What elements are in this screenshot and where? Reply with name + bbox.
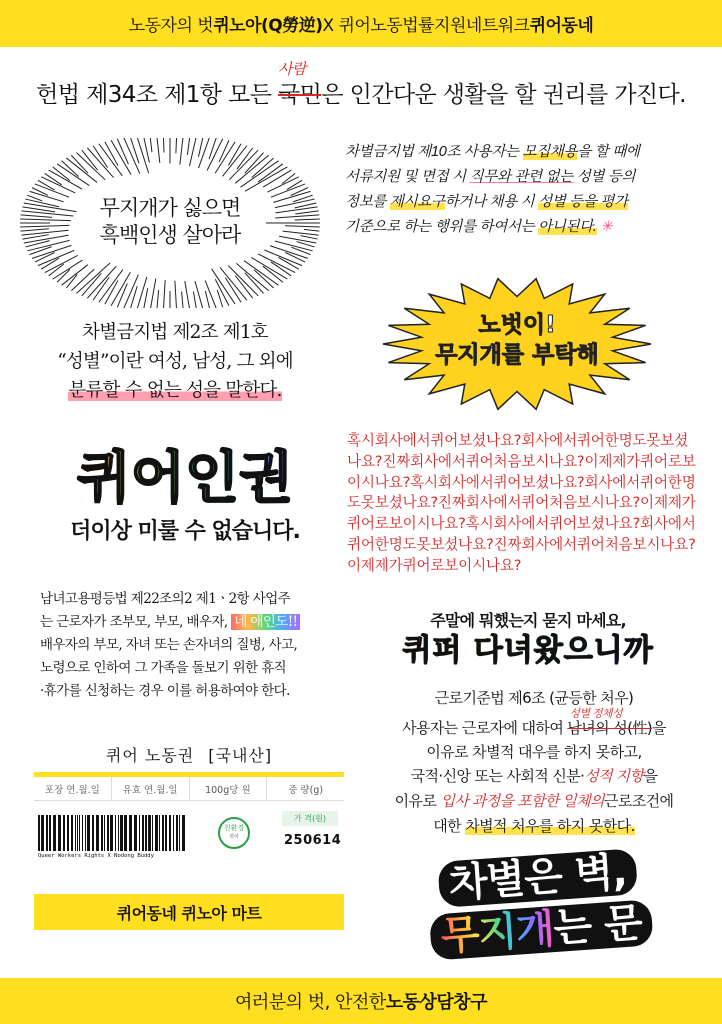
ee-line5: ·휴가를 신청하는 경우 이를 허용하여야 한다.: [40, 683, 290, 699]
ls-l3-red: 성적 지향: [584, 768, 644, 785]
burst-line1: 무지개가 싫으면: [99, 196, 241, 220]
ls-title: 근로기준법 제6조 (균등한 처우): [434, 689, 634, 707]
ls-l1b: 을: [652, 719, 666, 737]
eco-mark-label: 친환경: [223, 824, 245, 832]
constitution-statement: [0, 61, 722, 109]
def-line2: “성별”이란 여성, 남성, 그 외에: [57, 351, 293, 372]
weekend-line1: 주말에 뭐했는지 묻지 마세요,: [430, 611, 626, 630]
barcode-text: Queer Workers Rights X Nodong Buddy: [38, 853, 154, 859]
org-queer-dongne: 퀴어동네: [529, 16, 594, 36]
ls-l3b: 을: [643, 767, 658, 785]
label-product: 퀴어 노동권: [105, 745, 195, 765]
label-cell-pack-date: 포장 연.월.일: [34, 777, 112, 800]
label-cell-weight: 중 량(g): [288, 784, 324, 796]
ee-line2a: 는 근로자가 조부모, 부모, 배우자,: [40, 614, 232, 630]
burst-line2: 흑백인생 살아라: [99, 223, 241, 247]
ls-l4b: 근로조건에: [603, 792, 674, 810]
slogan-line2-rest: 는 문: [552, 899, 644, 953]
ls-l1a: 사용자는 근로자에 대하여: [402, 719, 568, 737]
label-grid: [34, 777, 344, 801]
burst-right-line1: 노벗이!: [478, 312, 556, 338]
top-banner: [0, 0, 722, 47]
art-l2c: 성별 등의: [572, 169, 636, 185]
burst-left-text: [70, 195, 270, 249]
label-cell-unit-price: 100g당 원: [190, 777, 268, 800]
def-line1: 차별금지법 제2조 제1호: [82, 322, 268, 343]
constitution-after: 은 인간다운 생활을 할 권리를 가진다.: [321, 82, 686, 108]
barcode-icon: [38, 815, 188, 851]
art-l2b: 직무와 관련 없는: [469, 169, 573, 185]
art-l1-hl: 모집채용: [522, 144, 578, 160]
bottom-prefix: 여러분의 벗, 안전한: [234, 992, 386, 1013]
struck-gukmin: 국민: [278, 82, 322, 108]
label-cell-expiry: 유효 연.월.일: [112, 777, 190, 800]
queer-rights-block: [40, 448, 330, 545]
art-l3-hl: 제시요구: [389, 194, 445, 210]
labor-standards-article: [364, 686, 704, 838]
ls-l4a: 이유로: [394, 792, 441, 810]
product-code: 250614: [284, 833, 342, 848]
ls-l4-red: 입사 과정을 포함한 일체의: [440, 793, 604, 810]
slogan-line1-text: 차별은 벽,: [437, 848, 637, 908]
lover-tag: 네 애인도!!: [231, 614, 300, 630]
burst-right-line2: 를 부탁해: [501, 342, 599, 368]
def-line3: 분류할 수 없는 성을 말한다.: [68, 380, 282, 401]
ls-l5-hl: 차별적 처우를 하지 못한다.: [465, 817, 635, 835]
org-quinoa: 퀴노아(Q勞逆): [213, 16, 323, 36]
definition-block: [30, 318, 320, 405]
handwritten-saram: 사람: [278, 61, 306, 78]
art-l4a: 기준으로 하는 행위를 하여서는: [345, 219, 539, 235]
eco-mark-icon: [218, 817, 250, 849]
antidiscrim-article: [345, 140, 705, 240]
bottom-banner: [0, 978, 722, 1024]
ls-l3a: 국적·신앙 또는 사회적 신분·: [410, 767, 585, 785]
queer-rights-subtitle: 더이상 미룰 수 없습니다.: [70, 519, 300, 544]
art-l4-hl: 아니된다.: [538, 219, 597, 235]
ls-l2: 이유로 차별적 대우를 하지 못하고,: [426, 743, 642, 761]
label-origin: [국내산]: [208, 745, 273, 765]
art-l2a: 서류지원 및 면접 시: [345, 169, 470, 185]
ee-line1: 남녀고용평등법 제22조의2 제1ㆍ2항 사업주: [40, 591, 291, 607]
burst-rainbow: 무지개: [435, 342, 502, 368]
bottom-strong: 노동상담창구: [385, 992, 488, 1013]
ls-l5a: 대한: [433, 817, 466, 835]
ee-line4: 노령으로 인하여 그 가족을 돌보기 위한 휴직: [40, 660, 287, 676]
label-body: [34, 801, 344, 877]
banner-prefix: 노동자의 벗: [128, 16, 214, 36]
weekend-block: [378, 608, 678, 671]
ls-struck: 남녀의 성(性): [567, 719, 653, 737]
burst-right-text: [378, 310, 656, 370]
banner-mid: X 퀴어노동법률지원네트워크: [322, 16, 530, 36]
art-l3a: 정보를: [345, 194, 390, 210]
sparkle-icon: ✳: [600, 219, 613, 235]
repeated-red-text: 혹시회사에서퀴어보셨나요?회사에서퀴어한명도못보셨나요?진짜회사에서퀴어처음보시나요?이제제가퀴어로보이시나요?혹시회사에서퀴어보셨나요?회사에서퀴어한명도못보셨나요?진짜회사에서퀴어처음보시나요?이제제가퀴어로보이시나요?혹시회사에서퀴어보셨나요?회사에서퀴어한명도못보셨나요?진짜회사에서퀴어처음보시나요?이제제가퀴어로보이시나요?: [347, 432, 696, 574]
ls-handwritten: 성별 정체성: [569, 708, 622, 720]
label-header: [34, 736, 344, 772]
ee-line3: 배우자의 부모, 자녀 또는 손자녀의 질병, 사고,: [40, 637, 298, 653]
slogan-rainbow: 무지개: [439, 906, 556, 960]
price-label: 가 격(원): [282, 811, 338, 826]
eco-mark-sub: 퀴어: [229, 834, 239, 840]
store-name-bar: 퀴어동네 퀴노아 마트: [34, 894, 344, 930]
equal-employment-article: [40, 588, 340, 703]
art-l3-hl2: 성별 등을 평가: [538, 194, 628, 210]
constitution-before: 헌법 제34조 제1항 모든: [36, 82, 279, 108]
weekend-line2: 퀴퍼 다녀왔으니까: [378, 631, 678, 671]
slogan-block: [386, 842, 694, 981]
art-l1b: 을 할 때에: [577, 144, 640, 160]
art-l3b: 하거나 채용 시: [444, 194, 539, 210]
art-l1a: 차별금지법 제10조 사용자는: [345, 144, 523, 160]
queer-rights-title: 퀴어인권: [40, 448, 330, 510]
product-label: [34, 736, 344, 936]
